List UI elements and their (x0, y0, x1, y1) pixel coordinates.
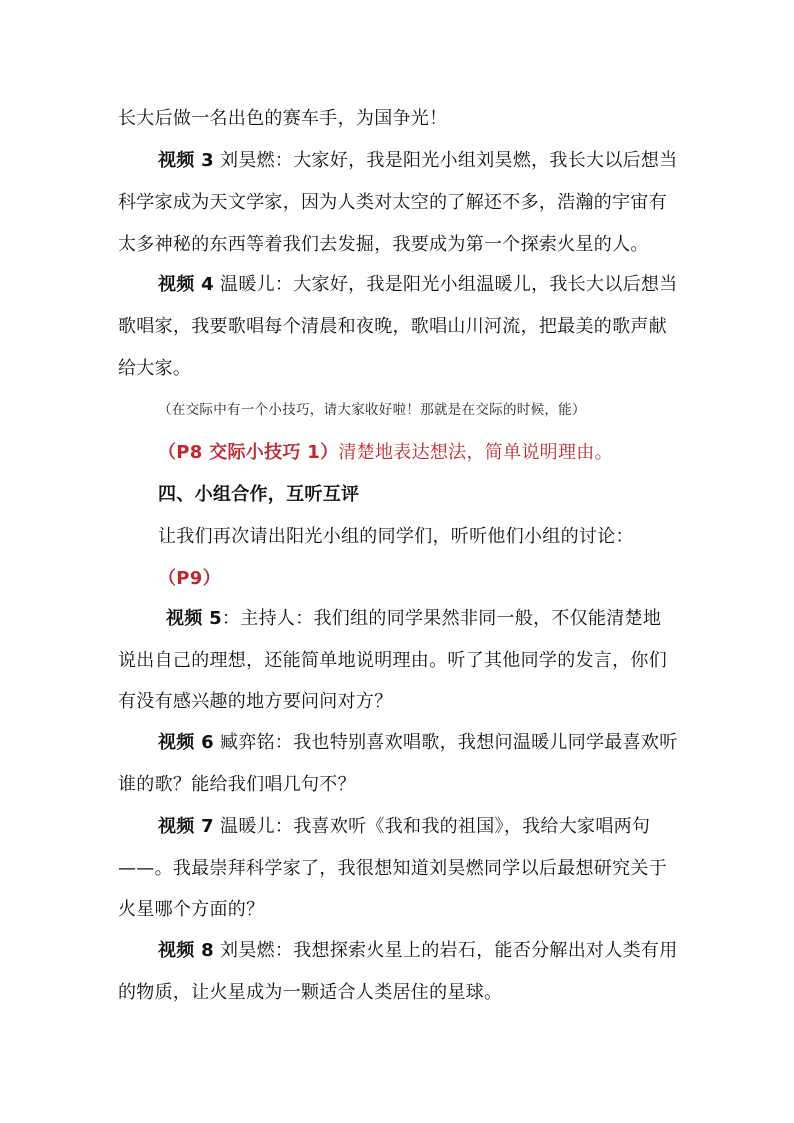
tip-label: （P8 交际小技巧 1） (158, 442, 339, 463)
line-text: 温暖儿：大家好，我是阳光小组温暖儿，我长大以后想当 (214, 274, 678, 295)
paragraph-line (118, 981, 502, 1005)
video-label: 视频 4 (158, 274, 214, 295)
paragraph-line (118, 107, 447, 131)
paragraph-line (118, 898, 264, 922)
video-label: 视频 8 (158, 940, 214, 961)
line-text: 的物质，让火星成为一颗适合人类居住的星球。 (118, 982, 503, 1003)
video-label: 视频 3 (158, 150, 214, 171)
line-text: 温暖儿：我喜欢听《我和我的祖国》，我给大家唱两句 (214, 816, 651, 837)
paragraph-line (118, 773, 356, 797)
line-text: 给大家。 (118, 358, 192, 379)
paragraph-line (118, 857, 667, 881)
section-heading (158, 483, 359, 507)
paragraph-line (118, 315, 667, 339)
paragraph-line (158, 731, 678, 755)
line-text: 刘昊燃：我想探索火星上的岩石，能否分解出对人类有用 (214, 940, 678, 961)
line-text: 谁的歌？能给我们唱几句不？ (118, 774, 356, 795)
heading-text: 四、小组合作，互听互评 (158, 484, 360, 505)
line-text: 长大后做一名出色的赛车手，为国争光！ (118, 108, 448, 129)
video-label: 视频 5 (166, 608, 222, 629)
video-label: 视频 7 (158, 816, 214, 837)
line-text: 说出自己的理想，还能简单地说明理由。听了其他同学的发言，你们 (118, 650, 667, 671)
paragraph-line (158, 815, 650, 839)
paragraph-line (166, 607, 661, 631)
tip-line (158, 441, 613, 465)
line-text: ——。我最崇拜科学家了，我很想知道刘昊燃同学以后最想研究关于 (118, 858, 667, 879)
paragraph-line (118, 233, 649, 257)
line-text: 火星哪个方面的？ (118, 899, 265, 920)
paragraph-line (158, 149, 678, 173)
line-text: 臧弈铭：我也特别喜欢唱歌，我想问温暖儿同学最喜欢听 (214, 732, 678, 753)
line-text: ：主持人：我们组的同学果然非同一般，不仅能清楚地 (222, 608, 662, 629)
line-text: 太多神秘的东西等着我们去发掘，我要成为第一个探索火星的人。 (118, 234, 649, 255)
paragraph-line (158, 273, 678, 297)
line-text: 让我们再次请出阳光小组的同学们，听听他们小组的讨论： (158, 526, 634, 547)
line-text: 刘昊燃：大家好，我是阳光小组刘昊燃，我长大以后想当 (214, 150, 678, 171)
paragraph-line (158, 525, 634, 549)
line-text: （在交际中有一个小技巧，请大家收好啦！那就是在交际的时候，能） (158, 402, 586, 418)
line-text: 科学家成为天文学家，因为人类对太空的了解还不多，浩瀚的宇宙有 (118, 192, 667, 213)
page-reference (158, 567, 221, 591)
paragraph-line (158, 939, 678, 963)
note-line (158, 400, 586, 420)
video-label: 视频 6 (158, 732, 214, 753)
line-text: 有没有感兴趣的地方要问问对方？ (118, 691, 393, 712)
line-text: （P9） (158, 568, 221, 589)
line-text: 歌唱家，我要歌唱每个清晨和夜晚，歌唱山川河流，把最美的歌声献 (118, 316, 667, 337)
paragraph-line (118, 690, 393, 714)
paragraph-line (118, 191, 667, 215)
paragraph-line (118, 649, 667, 673)
line-text: 清楚地表达想法，简单说明理由。 (338, 442, 613, 463)
paragraph-line (118, 357, 191, 381)
